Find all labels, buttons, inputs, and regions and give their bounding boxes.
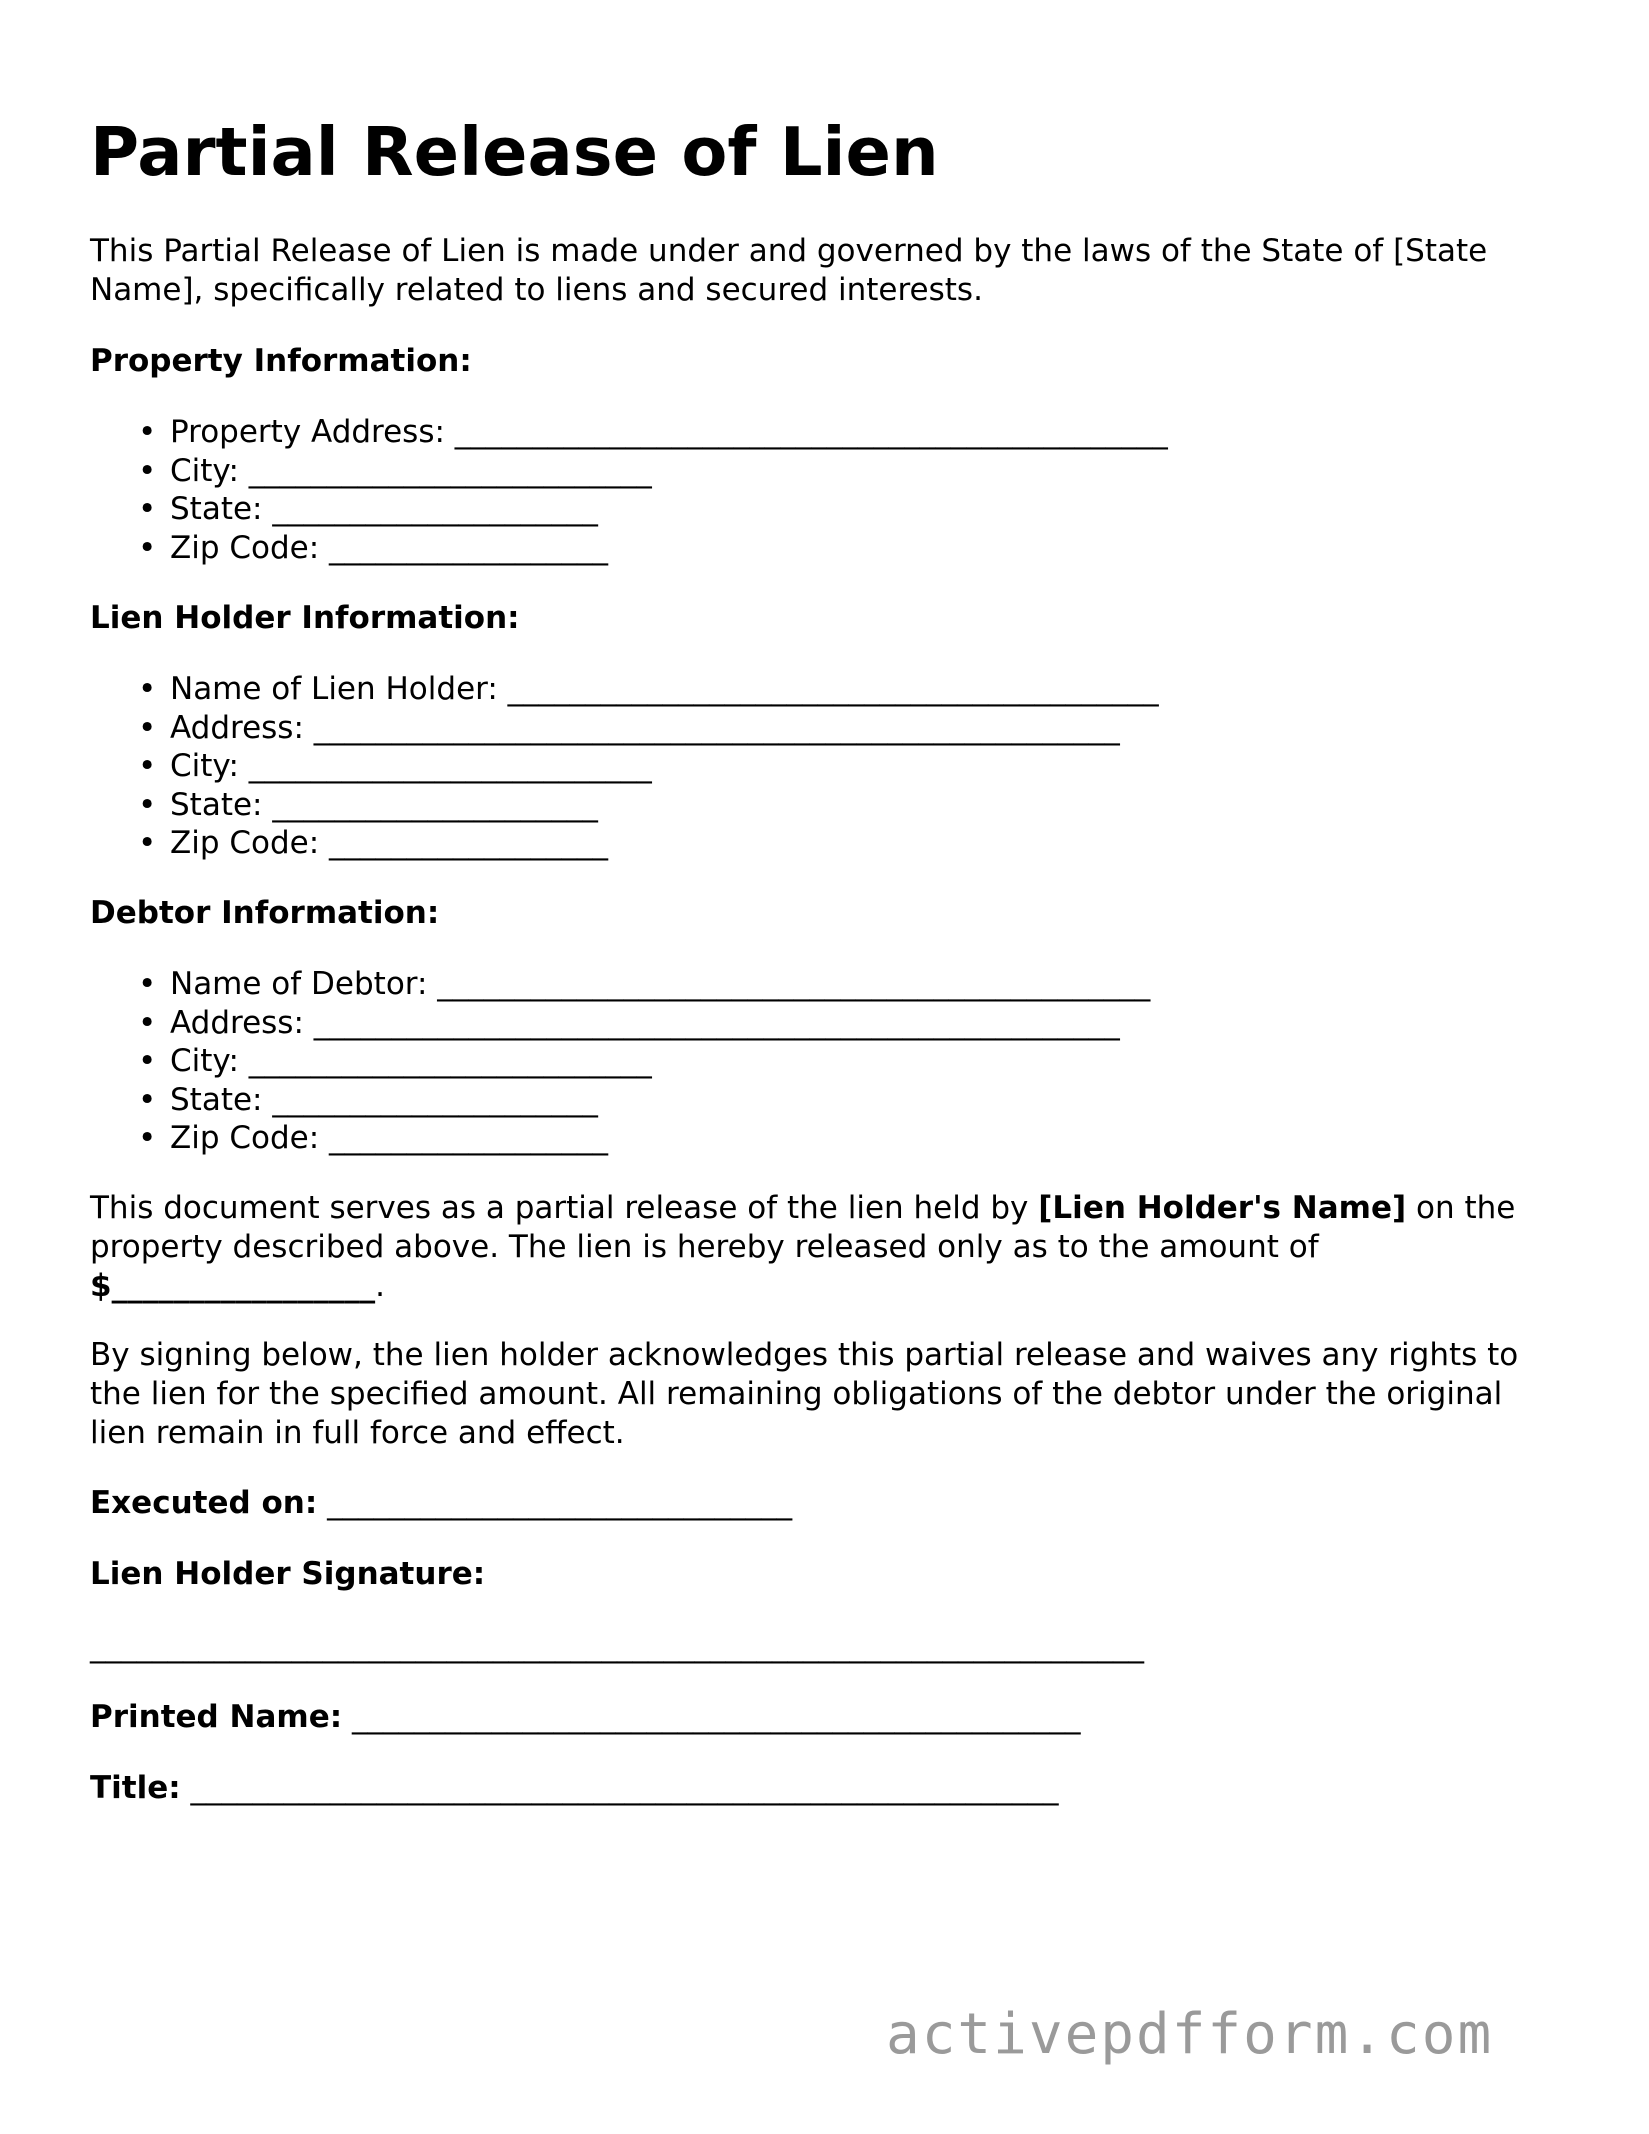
release-amount-field[interactable]: $_________________ <box>90 1268 376 1304</box>
lien-holder-state-field[interactable]: • State: _____________________ <box>138 786 598 823</box>
document-title: Partial Release of Lien <box>90 113 939 191</box>
title-row <box>90 1769 1059 1808</box>
release-paragraph: This document serves as a partial release of the lien held by [Lien Holder's Name] on the property described above. The lien is hereby released only as to the amount of $_________________. <box>90 1190 1516 1304</box>
property-address-field[interactable]: • Property Address: ______________________________________________ <box>138 414 1168 450</box>
lien-holder-fields-list <box>90 670 1159 863</box>
debtor-zip-field[interactable]: • Zip Code: __________________ <box>138 1120 609 1156</box>
debtor-address-field[interactable]: • Address: ____________________________________________________ <box>138 1004 1120 1041</box>
lien-holder-address-field[interactable]: • Address: ____________________________________________________ <box>138 709 1120 746</box>
lien-holder-name-placeholder: [Lien Holder's Name] <box>1038 1190 1407 1226</box>
acknowledgment-paragraph: By signing below, the lien holder acknowledges this partial release and waives any rights to the lien for the specified amount. All remaining obligations of the debtor under the original lien remain in full force and effect. <box>90 1337 1519 1451</box>
title-label: Title: <box>90 1770 181 1806</box>
lien-holder-name-field[interactable]: • Name of Lien Holder: __________________________________________ <box>138 671 1159 707</box>
signature-line[interactable]: ____________________________________________________________________ <box>90 1628 1144 1664</box>
property-fields-list <box>90 413 1168 567</box>
intro-paragraph: This Partial Release of Lien is made under and governed by the laws of the State of [State Name], specifically related to liens and secured interests. <box>90 233 1488 308</box>
printed-name-row <box>90 1698 1080 1737</box>
signature-label: Lien Holder Signature: <box>90 1556 486 1592</box>
printed-name-field[interactable]: _______________________________________________ <box>351 1699 1081 1735</box>
debtor-name-field[interactable]: • Name of Debtor: ______________________________________________ <box>138 966 1151 1002</box>
debtor-state-field[interactable]: • State: _____________________ <box>138 1081 598 1118</box>
property-zip-field[interactable]: • Zip Code: __________________ <box>138 529 609 566</box>
title-field[interactable]: ________________________________________________________ <box>190 1770 1059 1806</box>
executed-on-field[interactable]: ______________________________ <box>327 1485 793 1521</box>
lien-holder-city-field[interactable]: • City: __________________________ <box>138 748 652 784</box>
property-info-heading: Property Information: <box>90 343 472 379</box>
lien-holder-info-heading: Lien Holder Information: <box>90 600 520 636</box>
lien-holder-zip-field[interactable]: • Zip Code: __________________ <box>138 825 609 861</box>
watermark-text: activepdfform.com <box>886 2002 1494 2067</box>
property-city-field[interactable]: • City: __________________________ <box>138 452 652 489</box>
property-state-field[interactable]: • State: _____________________ <box>138 491 598 527</box>
debtor-city-field[interactable]: • City: __________________________ <box>138 1043 652 1079</box>
debtor-info-heading: Debtor Information: <box>90 895 440 931</box>
printed-name-label: Printed Name: <box>90 1699 343 1735</box>
executed-on-label: Executed on: <box>90 1485 318 1521</box>
debtor-fields-list <box>90 965 1150 1158</box>
executed-on-row <box>90 1484 792 1523</box>
